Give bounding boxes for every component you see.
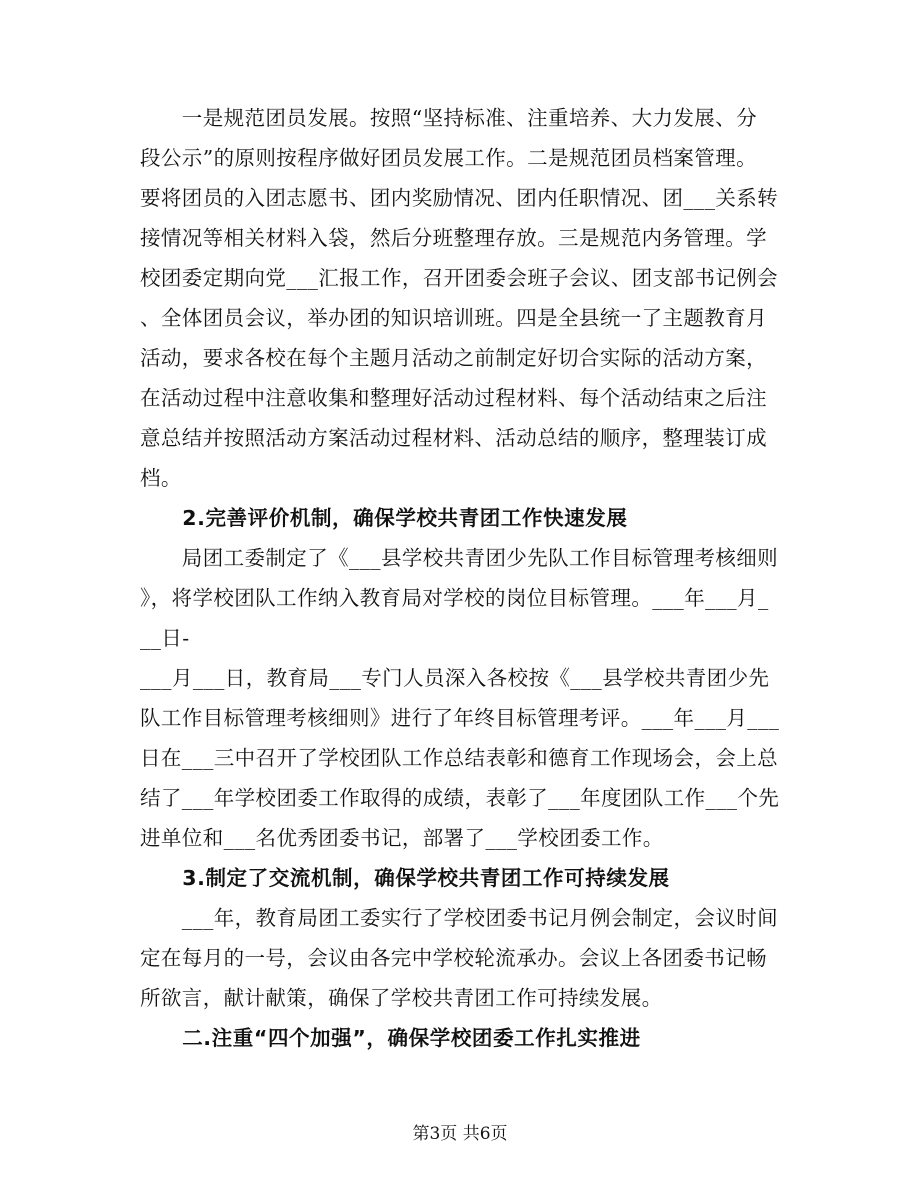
paragraph-line: 要将团员的入团志愿书、团内奖励情况、团内任职情况、团___关系转 (140, 186, 779, 210)
paragraph-line: 意总结并按照活动方案活动过程材料、活动总结的顺序，整理装订成 (140, 426, 767, 450)
paragraph-line: __日- (140, 626, 190, 650)
section-heading: 二.注重“四个加强”，确保学校团委工作扎实推进 (140, 1026, 641, 1050)
section-heading: 2.完善评价机制，确保学校共青团工作快速发展 (140, 506, 628, 530)
paragraph-line: 日在___三中召开了学校团队工作总结表彰和德育工作现场会，会上总 (140, 746, 779, 770)
paragraph-line: 进单位和___名优秀团委书记，部署了___学校团委工作。 (140, 826, 664, 850)
paragraph-line: ___月___日，教育局___专门人员深入各校按《___县学校共青团少先 (140, 666, 770, 690)
paragraph-line: 档。 (140, 466, 182, 490)
paragraph-line: 》，将学校团队工作纳入教育局对学校的岗位目标管理。___年___月_ (140, 586, 769, 610)
page-number: 第3页 共6页 (412, 1124, 508, 1144)
paragraph-line: 在活动过程中注意收集和整理好活动过程材料、每个活动结束之后注 (140, 386, 767, 410)
paragraph-line: 接情况等相关材料入袋，然后分班整理存放。三是规范内务管理。学 (140, 226, 767, 250)
section-heading: 3.制定了交流机制，确保学校共青团工作可持续发展 (140, 866, 670, 890)
paragraph-line: 队工作目标管理考核细则》进行了年终目标管理考评。___年___月___ (140, 706, 780, 730)
paragraph-line: 段公示”的原则按程序做好团员发展工作。二是规范团员档案管理。 (140, 146, 757, 170)
paragraph-line: ___年，教育局团工委实行了学校团委书记月例会制定，会议时间 (140, 906, 779, 930)
paragraph-line: 局团工委制定了《___县学校共青团少先队工作目标管理考核细则 (140, 546, 779, 570)
paragraph-line: 一是规范团员发展。按照“坚持标准、注重培养、大力发展、分 (140, 106, 757, 130)
paragraph-line: 活动，要求各校在每个主题月活动之前制定好切合实际的活动方案， (140, 346, 767, 370)
paragraph-line: 校团委定期向党___汇报工作，召开团委会班子会议、团支部书记例会 (140, 266, 779, 290)
paragraph-line: 所欲言，献计献策，确保了学校共青团工作可持续发展。 (140, 986, 663, 1010)
paragraph-line: 结了___年学校团委工作取得的成绩，表彰了___年度团队工作___个先 (140, 786, 780, 810)
paragraph-line: 、全体团员会议，举办团的知识培训班。四是全县统一了主题教育月 (140, 306, 767, 330)
paragraph-line: 定在每月的一号，会议由各完中学校轮流承办。会议上各团委书记畅 (140, 946, 767, 970)
